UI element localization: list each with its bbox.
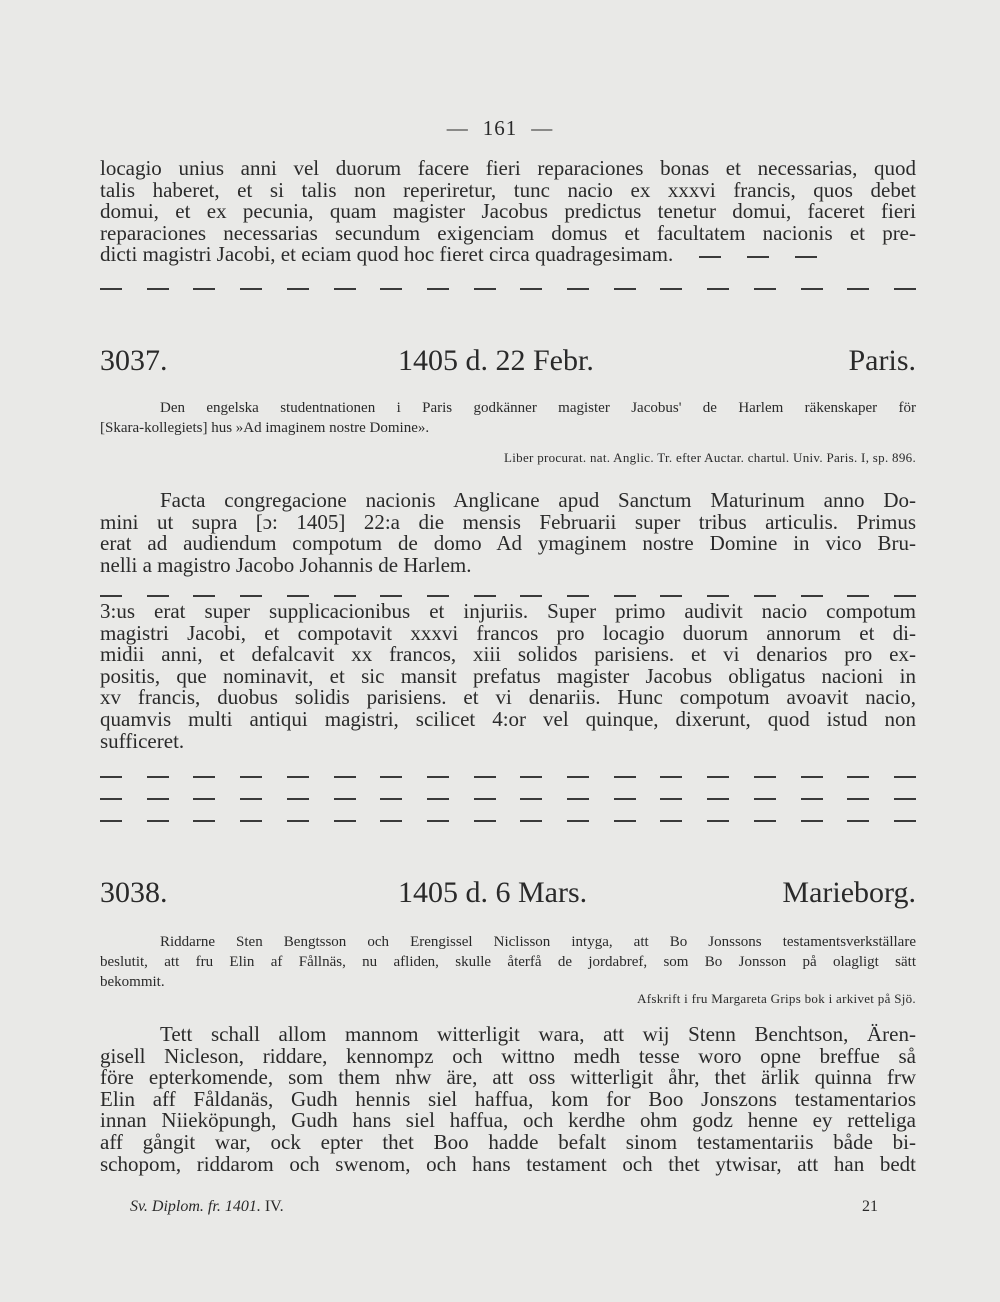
paragraph-line: domui, et ex pecunia, quam magister Jacobus predictus tenetur domui, faceret fieri	[100, 199, 916, 224]
entry-number: 3038.	[100, 876, 168, 909]
top-paragraph	[100, 158, 916, 266]
summary-line: Riddarne Sten Bengtsson och Erengissel Niclisson intyga, att Bo Jonssons testamentsverkställare	[160, 934, 916, 950]
text-line: sufficeret.	[100, 728, 185, 753]
summary-line: Den engelska studentnationen i Paris godkänner magister Jacobus' de Harlem räkenskaper för	[160, 400, 916, 416]
paragraph-line: locagio unius anni vel duorum facere fieri reparaciones bonas et necessarias, quod	[100, 156, 916, 180]
page-number	[0, 116, 1000, 141]
summary-line: beslutit, att fru Elin af Fållnäs, nu afliden, skulle återfå de jordabref, som Bo Jonsson på olagligt sätt	[100, 954, 916, 970]
entry-number: 3037.	[100, 344, 168, 377]
footer-folio: 21	[862, 1198, 878, 1215]
text-line: före epterkomende, som them nhw äre, att oss witterligit åhr, thet ärlik quinna frw	[100, 1065, 916, 1090]
summary-line: [Skara-kollegiets] hus »Ad imaginem nostre Domine».	[100, 420, 430, 436]
entry-place: Paris.	[848, 344, 916, 377]
omission-dash-row	[100, 776, 916, 778]
text-line: innan Niieköpungh, Gudh hans siel haffua, och kerdhe ohm godz henne ey retteliga	[100, 1108, 916, 1133]
entry-date: 1405 d. 22 Febr.	[398, 344, 594, 377]
footer-signature: Sv. Diplom. fr. 1401.	[130, 1198, 261, 1215]
entry-text-3038	[100, 1024, 916, 1175]
omission-dash-row	[100, 820, 916, 822]
entry-summary-3038	[100, 932, 916, 992]
text-line: nelli a magistro Jacobo Johannis de Harlem.	[100, 552, 472, 577]
text-line: Facta congregacione nacionis Anglicane apud Sanctum Maturinum anno Do-	[160, 488, 916, 512]
text-line: erat ad audiendum compotum de domo Ad ymaginem nostre Domine in vico Bru-	[100, 531, 916, 556]
text-line: Tett schall allom mannom witterligit wara, att wij Stenn Benchtson, Ären-	[160, 1022, 916, 1046]
text-line: xv francis, duobus solidis parisiens. et vi denariis. Hunc compotum avoavit nacio,	[100, 685, 916, 710]
page-number-value: 161	[482, 116, 518, 140]
text-line: Elin aff Fåldanäs, Gudh hennis siel haffua, kom for Boo Jonszons testamentarios	[100, 1086, 916, 1111]
paragraph-line: reparaciones necessarias secundum exigenciam domus et facultatem nacionis et pre-	[100, 220, 916, 245]
entry-source-3038: Afskrift i fru Margareta Grips bok i arkivet på Sjö.	[637, 991, 916, 1006]
entry-place: Marieborg.	[782, 876, 916, 909]
entry-text-3037-part2	[100, 601, 916, 752]
text-line: gisell Nicleson, riddare, kennompz och wittno medh tesse woro opne breffue så	[100, 1043, 916, 1068]
omission-dash-row	[100, 798, 916, 800]
text-line: aff gångit war, ock epter thet Boo hadde befalt sinom testamentariis både bi-	[100, 1129, 916, 1154]
text-line: positis, que nominavit, et sic mansit prefatus magister Jacobus obligatus nacioni in	[100, 663, 916, 688]
page-footer	[130, 1198, 878, 1216]
summary-line: bekommit.	[100, 974, 165, 990]
entry-summary-3037	[100, 398, 916, 438]
omission-dash-row	[100, 288, 916, 290]
entry-text-3037-part1	[100, 490, 916, 576]
entry-date: 1405 d. 6 Mars.	[398, 876, 588, 909]
paragraph-line: dicti magistri Jacobi, et eciam quod hoc fieret circa quadragesimam.	[100, 244, 916, 266]
text-line: mini ut supra [ɔ: 1405] 22:a die mensis Februarii super tribus articulis. Primus	[100, 509, 916, 534]
page-number-dash-left: —	[446, 116, 469, 140]
entry-source-3037: Liber procurat. nat. Anglic. Tr. efter Auctar. chartul. Univ. Paris. I, sp. 896.	[504, 450, 916, 465]
text-line: quamvis multi antiqui magistri, scilicet 4:or vel quinque, dixerunt, quod istud non	[100, 706, 916, 731]
text-line: 3:us erat super supplicacionibus et injuriis. Super primo audivit nacio compotum	[100, 599, 916, 623]
text-line: schopom, riddarom och swenom, och hans testament och thet ytwisar, att han bedt	[100, 1151, 916, 1176]
footer-volume: IV.	[264, 1198, 284, 1215]
omission-dash-row	[100, 595, 916, 597]
paragraph-line: talis haberet, et si talis non reperiretur, tunc nacio ex xxxvi francis, quos debet	[100, 177, 916, 202]
text-line: midii anni, et defalcavit xx francos, xiii solidos parisiens. et vi denarios pro ex-	[100, 642, 916, 667]
text-line: magistri Jacobi, et compotavit xxxvi francos pro locagio duorum annorum et di-	[100, 620, 916, 645]
page-number-dash-right: —	[531, 116, 554, 140]
